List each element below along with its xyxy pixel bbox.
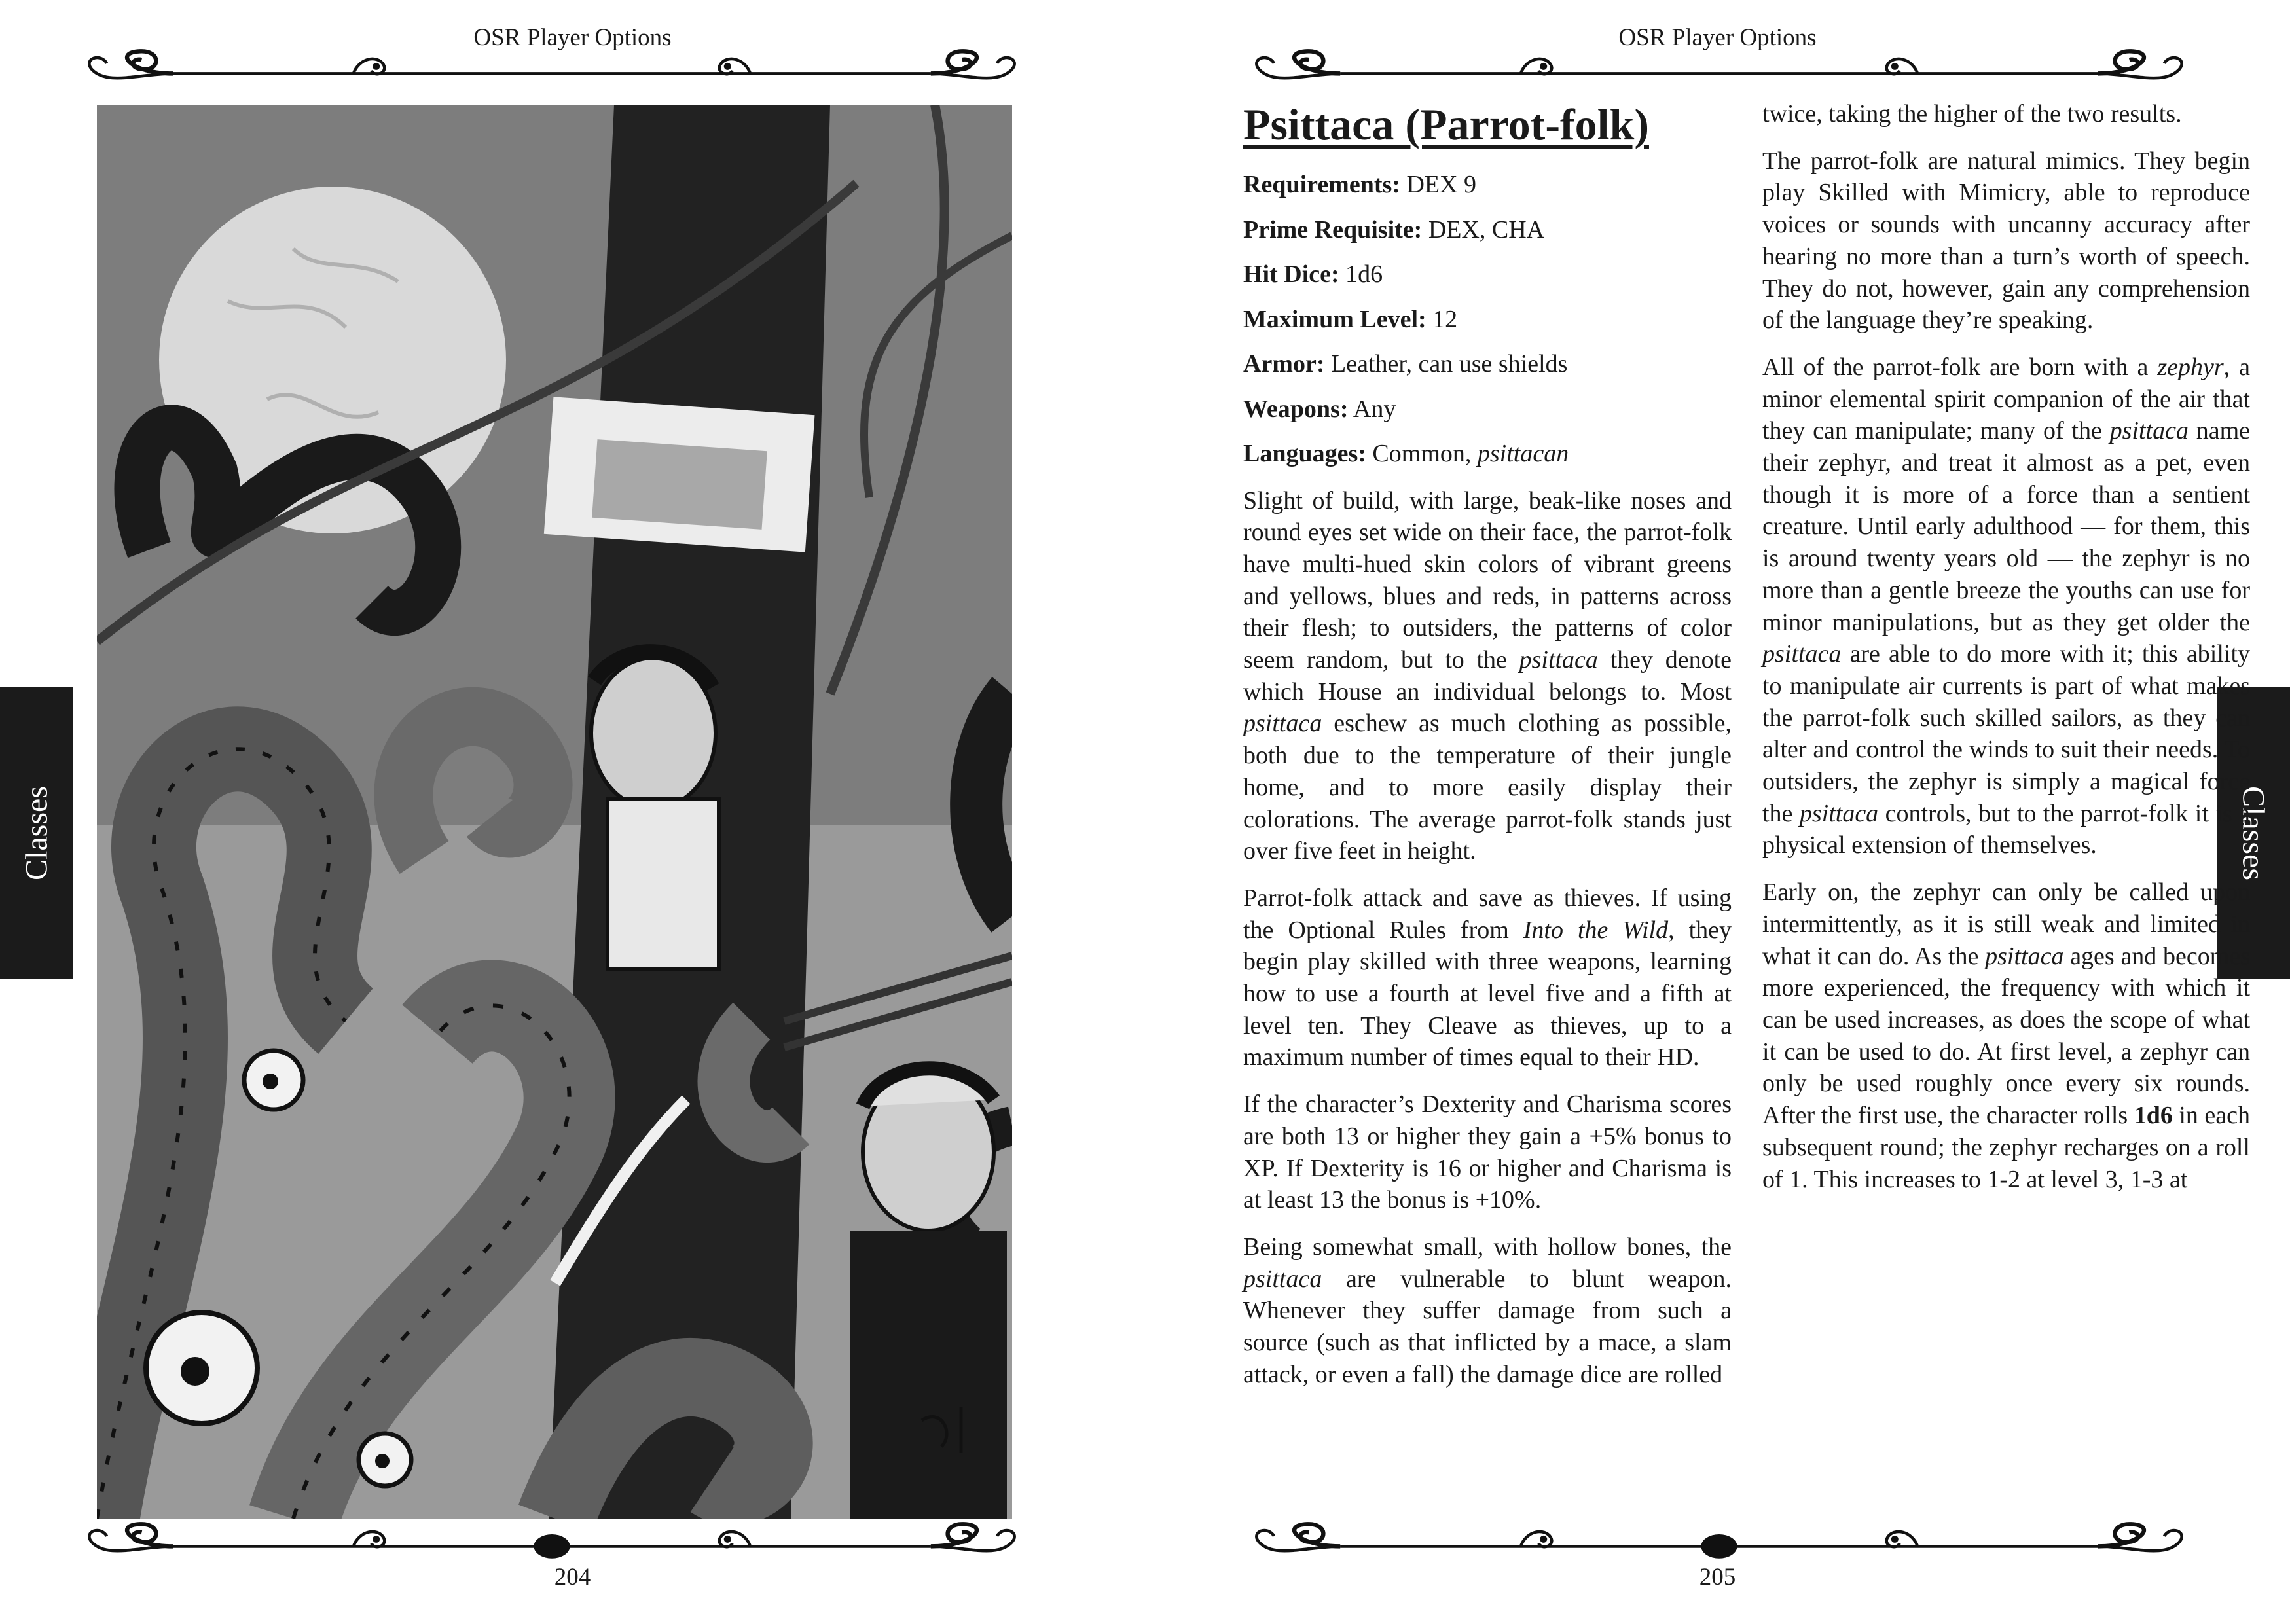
ornament-top [71, 45, 1033, 94]
italic-term: psittaca [1799, 799, 1879, 827]
stat-value: Common, [1366, 440, 1478, 467]
class-title: Psittaca (Parrot-folk) [1243, 99, 1649, 149]
stat-label: Requirements: [1243, 171, 1400, 198]
text-run: controls, but to the parrot-folk it is a physical extension of themselves. [1762, 799, 2250, 859]
stat-label: Weapons: [1243, 395, 1349, 423]
stat-line [1243, 215, 1732, 245]
bold-term: 1d6 [2134, 1102, 2173, 1130]
stat-value: Leather, can use shields [1324, 350, 1568, 378]
stat-line [1243, 260, 1732, 290]
stat-value: Any [1348, 395, 1396, 423]
kraken-attacking-ship-illustration [97, 105, 1012, 1519]
stat-value: 12 [1426, 305, 1458, 333]
side-tab [0, 687, 73, 979]
stat-value: DEX, CHA [1422, 215, 1545, 244]
running-head: OSR Player Options [1618, 24, 1817, 51]
text-run: , a minor elemental spirit companion of the air that they can manipulate; many of the [1762, 353, 2250, 445]
text-run: ages and becomes more experienced, the frequency with which it can be used increases, as does the scope of what it can be used to do. At first level, a zephyr can only be used roughly once every six rounds. After the first use, the character rolls [1762, 942, 2250, 1130]
stat-label: Languages: [1243, 440, 1366, 467]
text-run: they denote which House an individual belongs to. Most [1243, 646, 1732, 706]
italic-term: psittaca [2109, 417, 2189, 445]
stat-label: Hit Dice: [1243, 261, 1339, 288]
description-paragraph [1243, 485, 1732, 867]
stat-line [1243, 305, 1732, 335]
stat-line [1243, 395, 1732, 425]
stat-line [1243, 350, 1732, 380]
italic-term: psittaca [1243, 1265, 1322, 1293]
text-run: , they begin play skilled with three weapons, learning how to use a fourth at level five and a fifth at level ten. They Cleave as thieves, up to a maximum number of times equal to their HD. [1243, 916, 1732, 1072]
vulnerability-paragraph-cont [1762, 98, 2250, 130]
stat-label: Prime Requisite: [1243, 215, 1423, 244]
ornament-bottom [71, 1517, 1033, 1566]
stat-line [1243, 439, 1732, 469]
stat-value: 1d6 [1339, 261, 1383, 288]
mimicry-paragraph [1762, 145, 2250, 336]
italic-term: psittaca [1762, 640, 1842, 668]
combat-paragraph [1243, 882, 1732, 1074]
ornament-top [1238, 45, 2200, 94]
text-run: are vulnerable to blunt weapon. Whenever they suffer damage from such a source (such as that inflicted by a mace, a slam attack, or even a fall) the damage dice are rolled [1243, 1265, 1732, 1388]
text-run: eschew as much clothing as possible, both due to the temperature of their jungle home, and to more easily display their colorations. The average parrot-folk stands just over five feet in height. [1243, 710, 1732, 865]
text-run: Parrot-folk attack and save as thieves. If using the Optional Rules from [1243, 884, 1732, 944]
text-run: All of the parrot-folk are born with a [1762, 353, 2158, 381]
zephyr-frequency-paragraph [1762, 876, 2250, 1195]
italic-term: psittaca [1243, 710, 1322, 738]
class-stat-block [1243, 170, 1732, 469]
text-column-left [1243, 98, 1732, 1405]
stat-value-italic: psittacan [1477, 440, 1569, 467]
stat-line [1243, 170, 1732, 200]
xp-bonus-paragraph [1243, 1089, 1732, 1216]
italic-term: psittaca [1519, 646, 1598, 674]
stat-label: Armor: [1243, 350, 1325, 378]
italic-term: psittaca [1985, 942, 2064, 970]
text-run: The parrot-folk are natural mimics. They begin play Skilled with Mimicry, able to reproduce voices or sounds with uncanny accuracy after hearing no more than a turn’s worth of speech. They do not, however, gain any comprehension of the language they’re speaking. [1762, 147, 2250, 334]
text-run: If the character’s Dexterity and Charisma scores are both 13 or higher they gain a +5% bonus to XP. If Dexterity is 16 or higher and Charisma is at least 13 the bonus is +10%. [1243, 1091, 1732, 1214]
running-head: OSR Player Options [473, 24, 672, 51]
page-number: 204 [554, 1564, 591, 1591]
text-run: in each subsequent round; the zephyr recharges on a roll of 1. This increases to 1-2 at level 3, 1-3 at [1762, 1102, 2250, 1193]
right-page [1145, 0, 2290, 1624]
text-run: Slight of build, with large, beak-like noses and round eyes set wide on their face, the parrot-folk have multi-hued skin colors of vibrant greens and yellows, blues and reds, in patterns across their flesh; to outsiders, the patterns of color seem random, but to the [1243, 486, 1732, 674]
vulnerability-paragraph [1243, 1231, 1732, 1391]
stat-label: Maximum Level: [1243, 305, 1427, 333]
page-number: 205 [1699, 1564, 1736, 1591]
zephyr-paragraph [1762, 352, 2250, 861]
italic-term: zephyr [2157, 353, 2224, 381]
text-run: are able to do more with it; this ability to manipulate air currents is part of what makes the parrot-folk such skilled sailors, as they can alter and control the winds to suit their needs. To outsiders, the zephyr is simply a magical force the [1762, 640, 2250, 827]
side-tab-label: Classes [19, 786, 54, 880]
text-run: twice, taking the higher of the two results. [1762, 100, 2182, 128]
italic-term: Into the Wild [1523, 916, 1669, 944]
text-run: Being somewhat small, with hollow bones, the [1243, 1233, 1732, 1261]
side-tab-label: Classes [2236, 786, 2271, 880]
text-column-right [1762, 98, 2250, 1210]
ornament-bottom [1238, 1517, 2200, 1566]
text-run: name their zephyr, and treat it almost as a pet, even though it is more of a force than a sentient creature. Until early adulthood — for them, this is around twenty years old — the zephyr is no more than a gentle breeze the youths can use for minor manipulations, but as they get older the [1762, 417, 2251, 636]
text-run: Early on, the zephyr can only be called upon intermittently, as it is still weak and limited in what it can do. As the [1762, 878, 2250, 970]
stat-value: DEX 9 [1400, 171, 1477, 198]
